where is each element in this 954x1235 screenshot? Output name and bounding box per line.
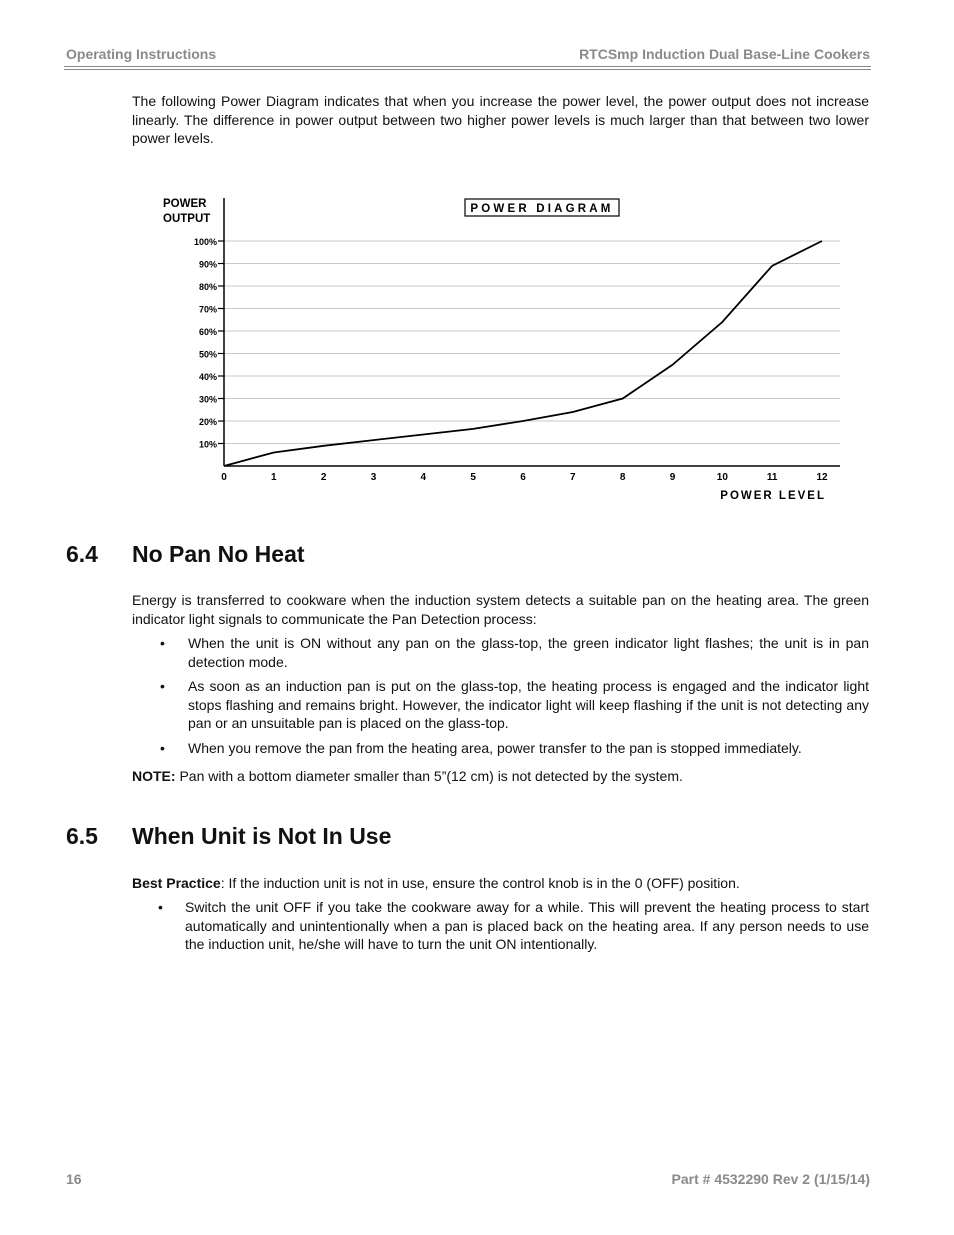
x-tick-label: 0 <box>221 472 227 483</box>
pan-size-note <box>132 767 869 786</box>
bullet-icon: • <box>158 899 163 915</box>
part-number: Part # 4532290 Rev 2 (1/15/14) <box>671 1171 870 1187</box>
y-tick-label: 80% <box>198 282 217 292</box>
y-tick-label: 40% <box>198 372 217 382</box>
y-tick-label: 90% <box>198 259 217 270</box>
bullet-icon: • <box>160 678 165 695</box>
x-tick-labels <box>221 472 828 483</box>
header-rule <box>64 66 871 67</box>
list-item: • As soon as an induction pan is put on the glass-top, the heating process is engaged and the indicator light stops flashing and remains bright. However, the indicator light will keep flashing if the unit is not detecting any pan or an unsuitable pan is placed on the glass-top. <box>160 678 869 732</box>
x-tick-label: 12 <box>816 472 828 483</box>
y-tick-label: 100% <box>193 237 217 247</box>
x-tick-label: 9 <box>669 472 676 483</box>
bullet-icon: • <box>160 635 165 651</box>
x-axis-label: POWER LEVEL <box>720 490 826 502</box>
best-practice-paragraph <box>132 874 869 893</box>
section-title: No Pan No Heat <box>132 541 305 567</box>
list-item: • Switch the unit OFF if you take the cookware away for a while. This will prevent the heating process to start automatically and unintentionally when a pan is placed back on the heating area. If any person needs to use the induction unit, he/she will have to turn the unit ON intentionally. <box>158 899 869 953</box>
page-number: 16 <box>66 1171 82 1187</box>
y-tick-label: 70% <box>198 304 217 315</box>
x-tick-label: 8 <box>619 472 626 483</box>
power-diagram-svg <box>150 190 850 510</box>
x-tick-label: 1 <box>271 472 277 483</box>
y-tick-label: 10% <box>198 439 217 450</box>
header-section-title: Operating Instructions <box>66 46 217 62</box>
header-rule <box>64 69 871 70</box>
bullet-icon: • <box>160 739 165 756</box>
intro-paragraph: The following Power Diagram indicates that when you increase the power level, the power output does not increase linearly. The difference in power output between two higher power levels is much larger than that between two lower power levels. <box>132 93 869 147</box>
x-tick-label: 6 <box>520 472 526 483</box>
section-6-5-heading <box>66 823 391 850</box>
section-6-4-intro: Energy is transferred to cookware when the induction system detects a suitable pan on the heating area. The green indicator light signals to communicate the Pan Detection process: <box>132 592 869 627</box>
section-6-4-heading <box>66 541 305 568</box>
not-in-use-list <box>132 898 869 960</box>
best-practice-label: Best Practice <box>132 875 221 891</box>
y-axis-label-line1: POWER <box>163 198 207 210</box>
grid-lines <box>224 241 840 444</box>
note-text: Pan with a bottom diameter smaller than 5”(12 cm) is not detected by the system. <box>175 768 683 784</box>
x-tick-label: 7 <box>570 472 576 483</box>
x-tick-label: 3 <box>370 472 377 483</box>
x-tick-label: 5 <box>470 472 476 483</box>
y-tick-label: 20% <box>198 417 217 427</box>
section-number: 6.5 <box>66 823 98 849</box>
y-tick-label: 30% <box>198 394 217 405</box>
y-tick-label: 50% <box>198 349 217 360</box>
power-diagram-chart <box>150 190 850 510</box>
x-tick-label: 11 <box>766 472 778 483</box>
best-practice-text: : If the induction unit is not in use, ensure the control knob is in the 0 (OFF) position. <box>220 875 740 891</box>
chart-title: POWER DIAGRAM <box>470 203 614 215</box>
section-title: When Unit is Not In Use <box>132 823 392 849</box>
list-item: • When the unit is ON without any pan on the glass-top, the green indicator light flashes; the unit is in pan detection mode. <box>160 635 869 670</box>
x-tick-label: 4 <box>420 472 427 483</box>
x-tick-label: 2 <box>320 472 327 483</box>
y-tick-label: 60% <box>198 327 217 337</box>
section-number: 6.4 <box>66 541 98 567</box>
list-item: • When you remove the pan from the heating area, power transfer to the pan is stopped immediately. <box>160 739 802 756</box>
x-tick-label: 10 <box>716 472 728 483</box>
pan-detection-list <box>132 634 869 764</box>
header-document-title: RTCSmp Induction Dual Base-Line Cookers <box>579 46 870 62</box>
y-tick-labels <box>194 237 224 450</box>
y-axis-label-line2: OUTPUT <box>163 213 211 225</box>
note-label: NOTE: <box>132 768 176 784</box>
